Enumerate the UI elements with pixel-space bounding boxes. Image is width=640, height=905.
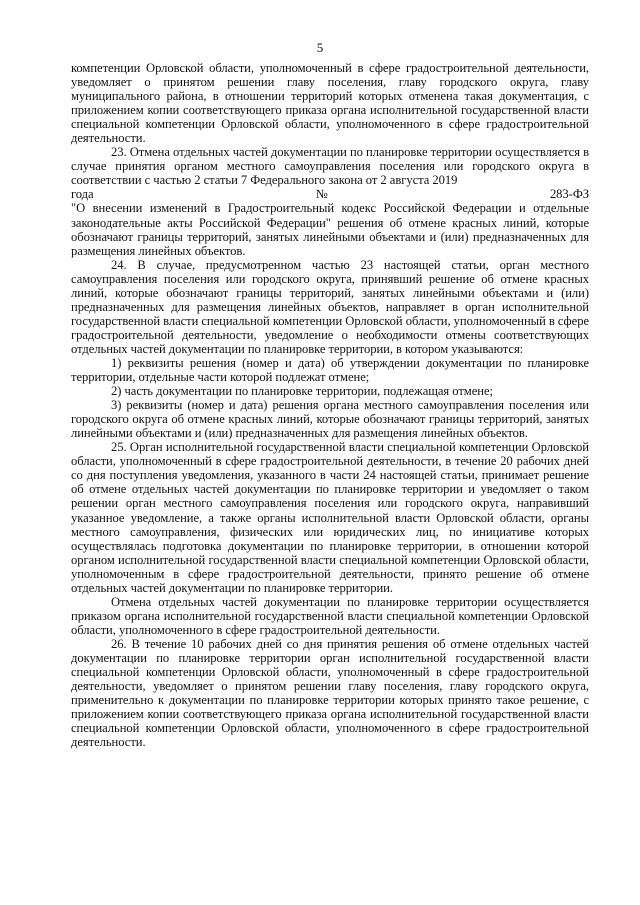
list-item-1: 1) реквизиты решения (номер и дата) об утверждении документации по планировке территории, отдельные части которой подлежат отмене; (71, 355, 589, 385)
paragraph-continuation: компетенции Орловской области, уполномоченный в сфере градостроительной деятельности, уведомляет о принятом решении главу поселения, главу городского округа, главу муниципального района, в отношении территорий которых отменена такая документация, с приложением копии соответствующего приказа органа исполнительной государственной власти специальной компетенции Орловской области, уполномоченного в сфере градостроительной деятельности. (71, 61, 589, 146)
paragraph-25: 25. Орган исполнительной государственной власти специальной компетенции Орловской области, уполномоченный в сфере градостроительной деятельности, в течение 20 рабочих дней со дня поступления уведомления, указанного в части 24 настоящей статьи, принимает решение об отмене отдельных частей документации по планировке территории и уведомляет о таком решении орган местного самоуправления поселения или городского округа, направивший указанное уведомление, а также органы исполнительной власти Орловской области, органы местного самоуправления, физических или юридических лиц, по инициативе которых осуществлялась подготовка документации по планировке территории, в отношении которой органом исполнительной государственной власти специальной компетенции Орловской области, уполномоченным в сфере градостроительной деятельности, принято решение об отмене отдельных частей документации по планировке территории. (71, 440, 589, 595)
list-item-3: 3) реквизиты (номер и дата) решения органа местного самоуправления поселения или городского округа об отмене красных линий, которые обозначают границы территорий, занятых линейными объектами и (или) предназначенных для размещения линейных объектов. (71, 398, 589, 441)
paragraph-26: 26. В течение 10 рабочих дней со дня принятия решения об отмене отдельных частей документации по планировке территории орган исполнительной государственной власти специальной компетенции Орловской области, уполномоченный в сфере градостроительной деятельности, уведомляет о принятом решении главу поселения, главу городского округа, применительно к документации по планировке территории которых принято такое решение, с приложением копии соответствующего приказа органа исполнительной государственной власти специальной компетенции Орловской области, уполномоченного в сфере градостроительной деятельности. (71, 636, 589, 750)
law-number: 283-ФЗ (549, 187, 589, 202)
paragraph-24: 24. В случае, предусмотренном частью 23 настоящей статьи, орган местного самоуправления поселения или городского округа, принявший решение об отмене красных линий, которые обозначают границы территорий, занятых линейными объектами и (или) предназначенных для размещения линейных объектов, направляет в орган исполнительной государственной власти специальной компетенции Орловской области, уполномоченный в сфере градостроительной деятельности, уведомление о необходимости отмены соответствующих отдельных частей документации по планировке территории, в котором указываются: (71, 257, 589, 356)
paragraph-23: 23. Отмена отдельных частей документации по планировке территории осуществляется в случае принятия органом местного самоуправления поселения или городского округа в соответствии с частью 2 статьи 7 Федерального закона от 2 августа 2019 (71, 145, 589, 188)
page-number: 5 (316, 40, 324, 55)
law-reference-line (71, 187, 589, 201)
document-body (71, 61, 589, 749)
list-item-2: 2) часть документации по планировке территории, подлежащая отмене; (111, 384, 493, 399)
law-number-sign: № (315, 187, 328, 202)
law-year-word: года (71, 187, 94, 202)
paragraph-23-rest: "О внесении изменений в Градостроительный кодекс Российской Федерации и отдельные законодательные акты Российской Федерации" решения об отмене красных линий, которые обозначают границы территорий, занятых линейными объектами и (или) предназначенных для размещения линейных объектов. (71, 201, 589, 258)
paragraph-25-continuation: Отмена отдельных частей документации по планировке территории осуществляется приказом органа исполнительной государственной власти специальной компетенции Орловской области, уполномоченного в сфере градостроительной деятельности. (71, 594, 589, 637)
